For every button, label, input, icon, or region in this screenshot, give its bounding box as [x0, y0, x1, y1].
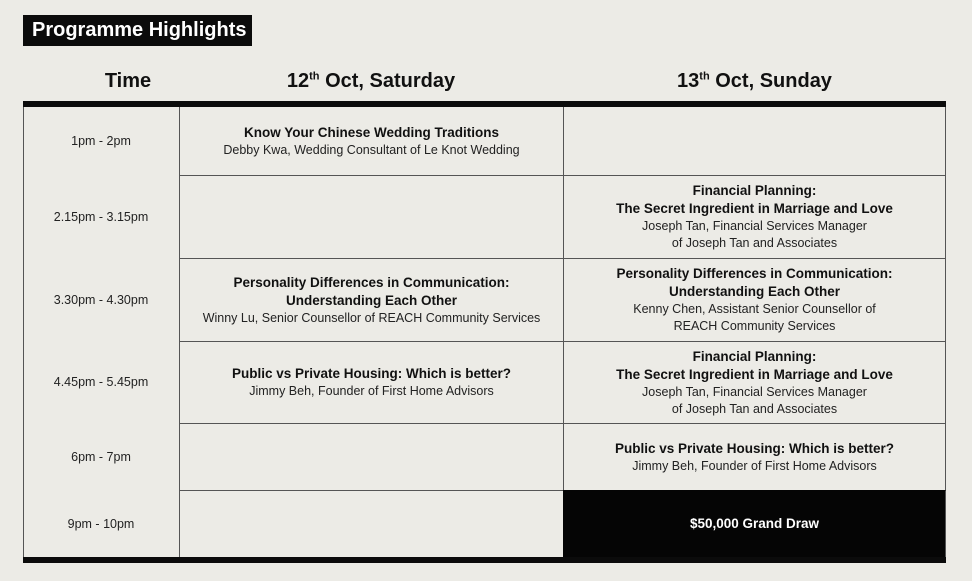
session-speaker-line2: of Joseph Tan and Associates: [671, 401, 838, 416]
sunday-header: 13th Oct, Sunday: [677, 70, 832, 92]
session-speaker-line2: of Joseph Tan and Associates: [671, 236, 838, 250]
saturday-session-1: [179, 107, 563, 175]
session-speaker: Jimmy Beh, Founder of First Home Advisors: [249, 384, 494, 398]
time-slot-6: 9pm - 10pm: [67, 516, 135, 531]
sunday-session-5: [563, 423, 946, 490]
session-title: Financial Planning:: [692, 183, 817, 198]
saturday-session-4: [179, 341, 563, 423]
grand-draw-title: $50,000 Grand Draw: [689, 516, 820, 531]
programme-highlights-banner: Programme Highlights: [23, 15, 252, 46]
saturday-session-2-empty: [179, 175, 563, 258]
session-title: Public vs Private Housing: Which is better?: [614, 440, 895, 456]
session-speaker: Jimmy Beh, Founder of First Home Advisors: [632, 458, 877, 473]
time-slot-2: 2.15pm - 3.15pm: [53, 209, 149, 224]
session-title: Public vs Private Housing: Which is better?: [231, 366, 512, 381]
session-speaker: Winny Lu, Senior Counsellor of REACH Community Services: [202, 310, 541, 325]
saturday-session-3: [179, 258, 563, 341]
sunday-session-1-empty: [563, 107, 946, 175]
table-bottom-rule: [23, 557, 946, 563]
session-title-line2: Understanding Each Other: [285, 292, 458, 308]
saturday-session-6-empty: [179, 490, 563, 557]
session-title: Personality Differences in Communication:: [616, 266, 893, 281]
saturday-session-5-empty: [179, 423, 563, 490]
saturday-header: 12th Oct, Saturday: [286, 70, 456, 92]
time-header: Time: [104, 70, 152, 92]
session-title: Financial Planning:: [692, 348, 817, 364]
session-speaker-line2: REACH Community Services: [673, 319, 836, 333]
time-slot-5: 6pm - 7pm: [71, 449, 131, 464]
session-title-line2: Understanding Each Other: [668, 284, 841, 299]
session-speaker: Kenny Chen, Assistant Senior Counsellor of: [633, 302, 876, 316]
session-speaker: Joseph Tan, Financial Services Manager: [642, 219, 867, 233]
session-speaker: Debby Kwa, Wedding Consultant of Le Knot Wedding: [223, 142, 520, 157]
session-speaker: Joseph Tan, Financial Services Manager: [642, 384, 867, 399]
sunday-session-4: [563, 341, 946, 423]
time-slot-1: 1pm - 2pm: [71, 134, 131, 148]
session-title: Personality Differences in Communication:: [233, 274, 510, 290]
sunday-grand-draw: [563, 490, 946, 557]
sunday-session-2: [563, 175, 946, 258]
time-slot-3: 3.30pm - 4.30pm: [53, 292, 149, 307]
time-slot-4: 4.45pm - 5.45pm: [53, 375, 149, 389]
sunday-session-3: [563, 258, 946, 341]
session-title: Know Your Chinese Wedding Traditions: [243, 124, 500, 140]
session-title-line2: The Secret Ingredient in Marriage and Love: [616, 366, 893, 382]
session-title-line2: The Secret Ingredient in Marriage and Love: [616, 201, 893, 216]
